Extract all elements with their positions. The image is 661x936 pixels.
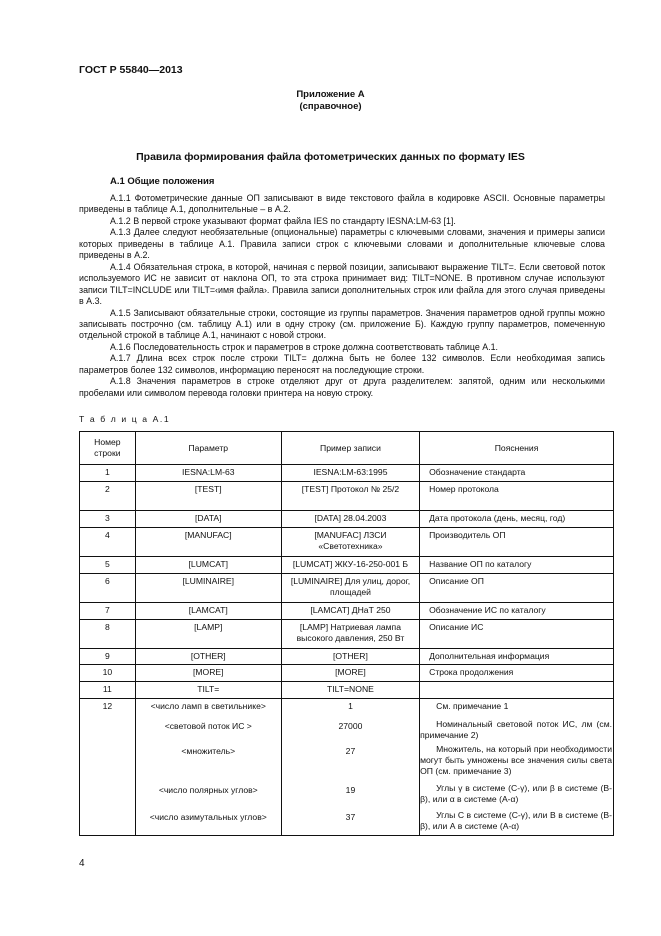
example-cell (281, 699, 419, 836)
parameter-cell: [MANUFAC] (135, 528, 281, 557)
parameter-cell: TILT= (135, 682, 281, 699)
example-item: 19 (345, 785, 356, 795)
note-cell (420, 682, 614, 699)
example-cell: [TEST] Протокол № 25/2 (281, 482, 419, 511)
table-header-row (80, 432, 614, 465)
table-row (80, 620, 614, 649)
example-item: 37 (345, 812, 356, 822)
parameter-item: <множитель> (181, 746, 236, 756)
header-cell: Пример записи (281, 432, 419, 465)
example-cell: [LAMP] Натриевая лампа высокого давления, 250 Вт (281, 620, 419, 649)
table-row (80, 528, 614, 557)
table-row (80, 649, 614, 665)
table-row (80, 557, 614, 574)
note-item: Номинальный световой поток ИС, лм (см. примечание 2) (420, 719, 612, 740)
example-cell: [DATA] 28.04.2003 (281, 511, 419, 528)
parameter-item: <число азимутальных углов> (149, 812, 267, 822)
standard-header: ГОСТ Р 55840—2013 (79, 64, 183, 76)
table-row (80, 603, 614, 620)
example-cell: [LUMCAT] ЖКУ-16-250-001 Б (281, 557, 419, 574)
row-number-cell: 2 (80, 482, 136, 511)
appendix-subtitle: (справочное) (299, 101, 362, 112)
table-row (80, 574, 614, 603)
row-number-cell: 8 (80, 620, 136, 649)
example-item: 1 (348, 701, 353, 711)
table-row (80, 682, 614, 699)
row-number-cell: 7 (80, 603, 136, 620)
paragraph: А.1.4 Обязательная строка, в которой, начиная с первой позиции, записывают выражение TILT=. Если световой поток используемого ИС не зависит от наклона ОП, то эта строка принимает вид: TILT=NONE. В противном случае используют записи TILT=INCLUDE или TILT=‹имя файла›. Правила записи дополнительных строк или файла для этого случая приведены в А.3. (79, 261, 605, 307)
example-cell: [LAMCAT] ДНаТ 250 (281, 603, 419, 620)
example-cell: [MANUFAC] ЛЗСИ «Светотехника» (281, 528, 419, 557)
paragraph: А.1.8 Значения параметров в строке отделяют друг от друга разделителем: запятой, одним или несколькими пробелами или символом перевода головки принтера на новую строку. (79, 376, 605, 398)
example-item: 27000 (338, 721, 363, 731)
example-cell: [MORE] (281, 665, 419, 682)
row-number-cell: 11 (80, 682, 136, 699)
parameter-cell (135, 699, 281, 836)
note-cell: Описание ОП (420, 574, 614, 603)
header-cell: Номер строки (80, 432, 136, 465)
example-cell: TILT=NONE (281, 682, 419, 699)
parameter-cell: [TEST] (135, 482, 281, 511)
parameter-item: <число полярных углов> (158, 785, 258, 795)
parameter-cell: [MORE] (135, 665, 281, 682)
table-caption: Т а б л и ц а А.1 (79, 414, 171, 424)
parameter-cell: [DATA] (135, 511, 281, 528)
page-number: 4 (79, 858, 85, 869)
parameter-cell: IESNA:LM-63 (135, 465, 281, 482)
note-cell: Дополнительная информация (420, 649, 614, 665)
example-item: 27 (345, 746, 356, 756)
row-number-cell: 4 (80, 528, 136, 557)
note-cell: Дата протокола (день, месяц, год) (420, 511, 614, 528)
parameter-cell: [LUMINAIRE] (135, 574, 281, 603)
section-title: А.1 Общие положения (110, 176, 215, 187)
parameter-cell: [LUMCAT] (135, 557, 281, 574)
note-cell: Описание ИС (420, 620, 614, 649)
paragraph: А.1.3 Далее следуют необязательные (опциональные) параметры с ключевыми словами, значения и примеры записи которых приведены в таблице А.1. Правила записи строк с ключевыми словами и дополнительные ключевые слова приведены в А.2. (79, 227, 605, 261)
parameter-cell: [LAMCAT] (135, 603, 281, 620)
paragraph: А.1.7 Длина всех строк после строки TILT= должна быть не более 132 символов. Если необходимая запись параметров более 132 символов, информацию переносят на последующие строки. (79, 353, 605, 375)
row-number-cell: 9 (80, 649, 136, 665)
table-row (80, 465, 614, 482)
row-number-cell: 5 (80, 557, 136, 574)
note-cell: Название ОП по каталогу (420, 557, 614, 574)
paragraph: А.1.2 В первой строке указывают формат файла IES по стандарту IESNA:LM-63 [1]. (110, 215, 456, 226)
note-item: Углы γ в системе (С-γ), или β в системе (В-β), или α в системе (А-α) (420, 783, 612, 804)
example-cell: IESNA:LM-63:1995 (281, 465, 419, 482)
parameter-cell: [OTHER] (135, 649, 281, 665)
row-number-cell: 3 (80, 511, 136, 528)
table-row (80, 665, 614, 682)
row-number-cell: 1 (80, 465, 136, 482)
appendix-title: Приложение А (296, 89, 365, 100)
note-cell (420, 699, 614, 836)
example-cell: [LUMINAIRE] Для улиц, дорог, площадей (281, 574, 419, 603)
note-item: См. примечание 1 (436, 701, 509, 711)
header-cell: Пояснения (420, 432, 614, 465)
example-cell: [OTHER] (281, 649, 419, 665)
parameter-item: <световой поток ИС > (164, 721, 252, 731)
note-item: Углы С в системе (С-γ), или В в системе (В-β), или А в системе (А-α) (420, 810, 612, 831)
row-number-cell: 12 (80, 699, 136, 836)
note-item: Множитель, на который при необходимости могут быть умножены все значения силы света ОП (см. примечание 3) (420, 744, 612, 776)
row-number-cell: 10 (80, 665, 136, 682)
row-number-cell: 6 (80, 574, 136, 603)
note-cell: Производитель ОП (420, 528, 614, 557)
table-row (80, 511, 614, 528)
note-cell: Строка продолжения (420, 665, 614, 682)
body-text (79, 193, 605, 399)
paragraph: А.1.1 Фотометрические данные ОП записывают в виде текстового файла в кодировке ASCII. Основные параметры приведены в таблице А.1, дополнительные – в А.2. (79, 193, 605, 215)
header-cell: Параметр (135, 432, 281, 465)
parameter-item: <число ламп в светильнике> (150, 701, 266, 711)
note-cell: Номер протокола (420, 482, 614, 511)
parameter-cell: [LAMP] (135, 620, 281, 649)
appendix-heading (0, 89, 661, 113)
table-row (80, 482, 614, 511)
note-cell: Обозначение стандарта (420, 465, 614, 482)
table-row-12 (80, 699, 614, 836)
paragraph: А.1.6 Последовательность строк и параметров в строке должна соответствовать таблице А.1. (110, 341, 499, 352)
parameters-table (79, 431, 614, 836)
document-title: Правила формирования файла фотометрических данных по формату IES (136, 151, 525, 163)
note-cell: Обозначение ИС по каталогу (420, 603, 614, 620)
paragraph: А.1.5 Записывают обязательные строки, состоящие из группы параметров. Значения параметров одной группы можно записывать построчно (см. таблицу А.1) или в одну строку (см. приложение Б). Каждую группу параметров, помеченную отдельной строкой в таблице А.1, начинают с новой строки. (79, 307, 605, 341)
